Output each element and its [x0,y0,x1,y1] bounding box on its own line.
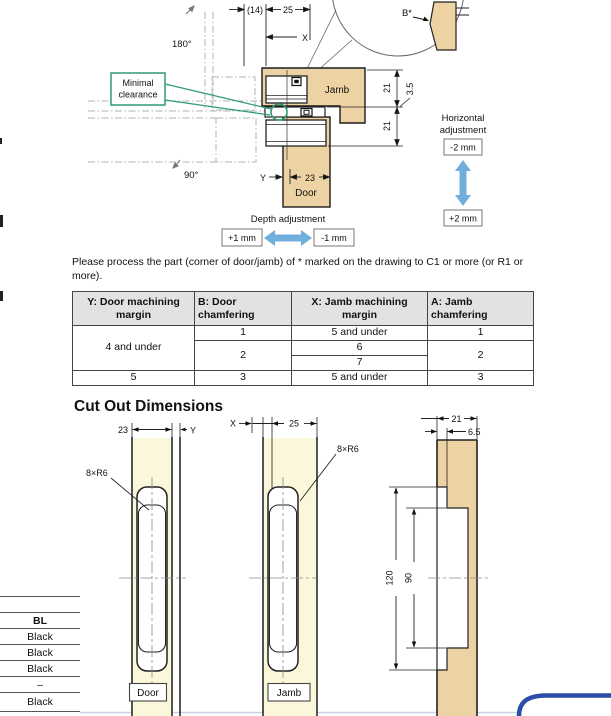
installation-drawing [0,0,611,255]
jamb-notch [437,487,468,670]
depth-adjustment [222,214,354,246]
detail-ref-label: B* [401,8,413,19]
dim-x-label: X [302,33,309,43]
jamb-radius-label: 8×R6 [337,444,359,454]
horizontal-adjustment-title1: Horizontal [441,113,485,124]
spec-row [0,596,80,612]
dim-23-label: 23 [304,173,316,183]
section-dim-90: 90 [403,572,414,584]
horizontal-plus-value: +2 mm [449,213,477,224]
col-header-door-margin: Y: Door machining margin [73,292,195,326]
door-cutout-drawing [86,423,196,716]
spec-row: Black [0,644,80,660]
edge-text-fragment [0,291,3,301]
cutout-dim-x: X [229,418,236,429]
spec-row: Black [0,692,80,712]
section-dim-120: 120 [384,570,395,586]
cell: 2 [428,341,534,371]
depth-adjustment-title: Depth adjustment [250,214,326,225]
cell: 3 [195,371,292,386]
cell-door-margin-group: 4 and under [73,326,195,371]
cell: 1 [428,326,534,341]
edge-text-fragment [0,138,2,144]
cell: 1 [195,326,292,341]
angle-180-label: 180° [172,39,192,50]
table-row [73,371,534,386]
dim-21-upper-label: 21 [382,82,392,94]
depth-arrow-icon [264,230,312,246]
chamfer-detail-shape [430,2,456,50]
cutout-dim-25: 25 [288,418,300,429]
cutout-drawings [0,415,611,716]
spec-row: BL [0,612,80,628]
table-header-row [73,292,534,326]
cutout-heading: Cut Out Dimensions [74,398,223,415]
cell: 5 [73,371,195,386]
spec-row: Black [0,628,80,644]
jamb-section-drawing [385,415,489,716]
machining-margin-table [72,291,534,386]
spec-row: – [0,676,80,692]
spec-row: Black [0,660,80,676]
footer-callout-curve [519,696,611,716]
section-dim-6-5: 6.5 [468,427,481,437]
dim-14-label: (14) [246,5,264,15]
minimal-clearance-line2: clearance [118,89,158,100]
dim-25-label: 25 [282,5,294,15]
cell: 6 [292,341,428,356]
cutout-dim-y: Y [190,425,197,436]
jamb-cutout-drawing [230,417,359,716]
cell: 3 [428,371,534,386]
dim-21-lower-label: 21 [382,120,392,132]
section-dim-21: 21 [451,415,462,424]
jamb-cutout-label: Jamb [276,688,302,699]
table-row [73,326,534,341]
door-cutout-label: Door [137,688,159,699]
dim-3-5-label: 3.5 [405,82,415,96]
angle-90-label: 90° [184,170,199,181]
col-header-jamb-margin: X: Jamb machining margin [292,292,428,326]
dim-y-label: Y [259,173,266,183]
horizontal-adjustment [440,113,487,226]
top-dimensions [229,4,310,66]
depth-minus-value: -1 mm [321,233,347,243]
cell: 5 and under [292,326,428,341]
cell: 7 [292,356,428,371]
col-header-door-chamfer: B: Door chamfering [195,292,292,326]
minimal-clearance-line1: Minimal [122,78,154,88]
jamb-label: Jamb [324,85,350,96]
finish-spec-table [0,596,80,712]
minimal-clearance-callout [111,73,287,120]
cutout-dim-23: 23 [117,425,128,435]
door-label: Door [295,188,317,199]
depth-plus-value: +1 mm [228,233,256,243]
cell: 5 and under [292,371,428,386]
horizontal-arrow-icon [455,160,471,206]
cell: 2 [195,341,292,371]
processing-note: Please process the part (corner of door/jamb) of * marked on the drawing to C1 or more (or R1 or more). [72,256,524,282]
col-header-jamb-chamfer: A: Jamb chamfering [428,292,534,326]
edge-text-fragment [0,215,3,227]
horizontal-adjustment-title2: adjustment [439,125,487,136]
horizontal-minus-value: -2 mm [450,142,476,153]
door-radius-label: 8×R6 [86,468,108,478]
